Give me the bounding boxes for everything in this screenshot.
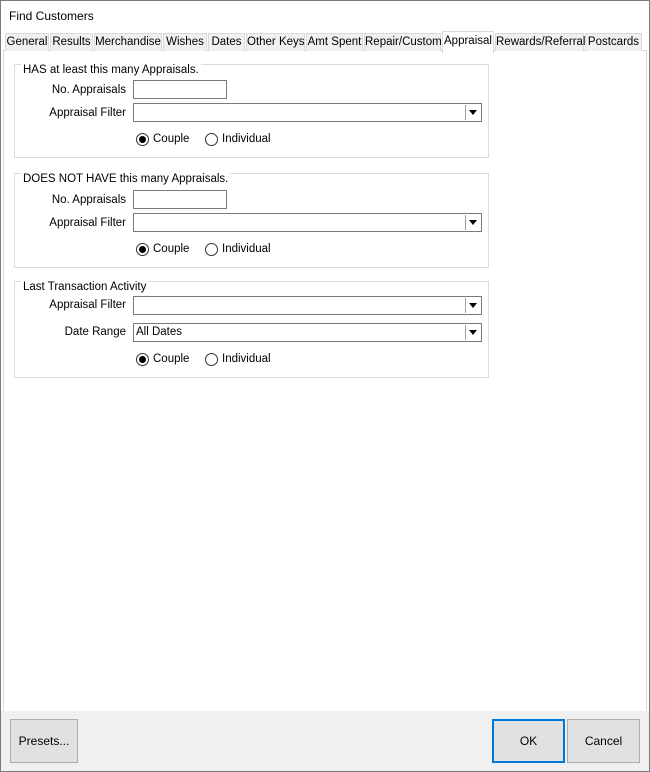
has-radio-couple-label: Couple <box>153 133 190 145</box>
dialog-footer <box>1 711 649 771</box>
last-activity-radio-couple[interactable] <box>136 351 189 367</box>
last-activity-radio-individual[interactable] <box>205 351 271 367</box>
cancel-button[interactable]: Cancel <box>567 719 640 763</box>
has-no-appraisals-label: No. Appraisals <box>51 84 126 96</box>
dnh-no-appraisals-input[interactable] <box>133 190 227 209</box>
has-radio-couple[interactable] <box>136 131 189 147</box>
title-bar <box>1 1 649 31</box>
last-activity-radio-individual-label: Individual <box>222 353 271 365</box>
last-transaction-activity-group <box>14 281 489 378</box>
presets-button[interactable]: Presets... <box>10 719 78 763</box>
tab-other-keys[interactable]: Other Keys <box>246 33 305 52</box>
dnh-radio-couple[interactable] <box>136 241 189 257</box>
appraisal-tab-panel <box>3 51 647 711</box>
tab-wishes[interactable]: Wishes <box>163 33 207 52</box>
date-range-combo[interactable] <box>133 323 482 342</box>
radio-checked-icon <box>136 133 149 146</box>
tab-appraisal[interactable]: Appraisal <box>442 31 494 53</box>
date-range-label: Date Range <box>64 326 126 338</box>
has-radio-individual-label: Individual <box>222 133 271 145</box>
dnh-radio-individual-label: Individual <box>222 243 271 255</box>
has-appraisal-filter-label: Appraisal Filter <box>49 107 126 119</box>
radio-unchecked-icon <box>205 243 218 256</box>
radio-checked-icon <box>136 243 149 256</box>
tab-rewards-referral[interactable]: Rewards/Referral <box>495 33 584 52</box>
dnh-group-legend: DOES NOT HAVE this many Appraisals. <box>23 173 229 185</box>
dnh-appraisal-filter-combo[interactable] <box>133 213 482 232</box>
has-appraisals-group <box>14 64 489 158</box>
date-range-value: All Dates <box>136 326 183 338</box>
chevron-down-icon[interactable] <box>465 105 480 120</box>
dnh-appraisal-filter-label: Appraisal Filter <box>49 217 126 229</box>
does-not-have-appraisals-group <box>14 173 489 268</box>
radio-checked-icon <box>136 353 149 366</box>
dnh-radio-couple-label: Couple <box>153 243 190 255</box>
window-title: Find Customers <box>9 9 94 23</box>
dnh-no-appraisals-label: No. Appraisals <box>51 194 126 206</box>
last-activity-filter-combo[interactable] <box>133 296 482 315</box>
has-no-appraisals-input[interactable] <box>133 80 227 99</box>
last-activity-filter-label: Appraisal Filter <box>49 299 126 311</box>
tab-repair-custom[interactable]: Repair/Custom <box>364 33 441 52</box>
radio-unchecked-icon <box>205 133 218 146</box>
last-activity-legend: Last Transaction Activity <box>23 281 147 293</box>
tab-strip <box>3 31 647 51</box>
chevron-down-icon[interactable] <box>465 215 480 230</box>
tab-merchandise[interactable]: Merchandise <box>94 33 162 52</box>
has-appraisal-filter-combo[interactable] <box>133 103 482 122</box>
tab-dates[interactable]: Dates <box>208 33 245 52</box>
radio-unchecked-icon <box>205 353 218 366</box>
chevron-down-icon[interactable] <box>465 325 480 340</box>
tab-postcards[interactable]: Postcards <box>585 33 642 52</box>
tab-results[interactable]: Results <box>50 33 93 52</box>
tab-general[interactable]: General <box>5 33 49 52</box>
chevron-down-icon[interactable] <box>465 298 480 313</box>
dnh-radio-individual[interactable] <box>205 241 271 257</box>
last-activity-radio-couple-label: Couple <box>153 353 190 365</box>
has-group-legend: HAS at least this many Appraisals. <box>23 64 199 76</box>
has-radio-individual[interactable] <box>205 131 271 147</box>
tab-amt-spent[interactable]: Amt Spent <box>306 33 363 52</box>
ok-button[interactable]: OK <box>492 719 565 763</box>
